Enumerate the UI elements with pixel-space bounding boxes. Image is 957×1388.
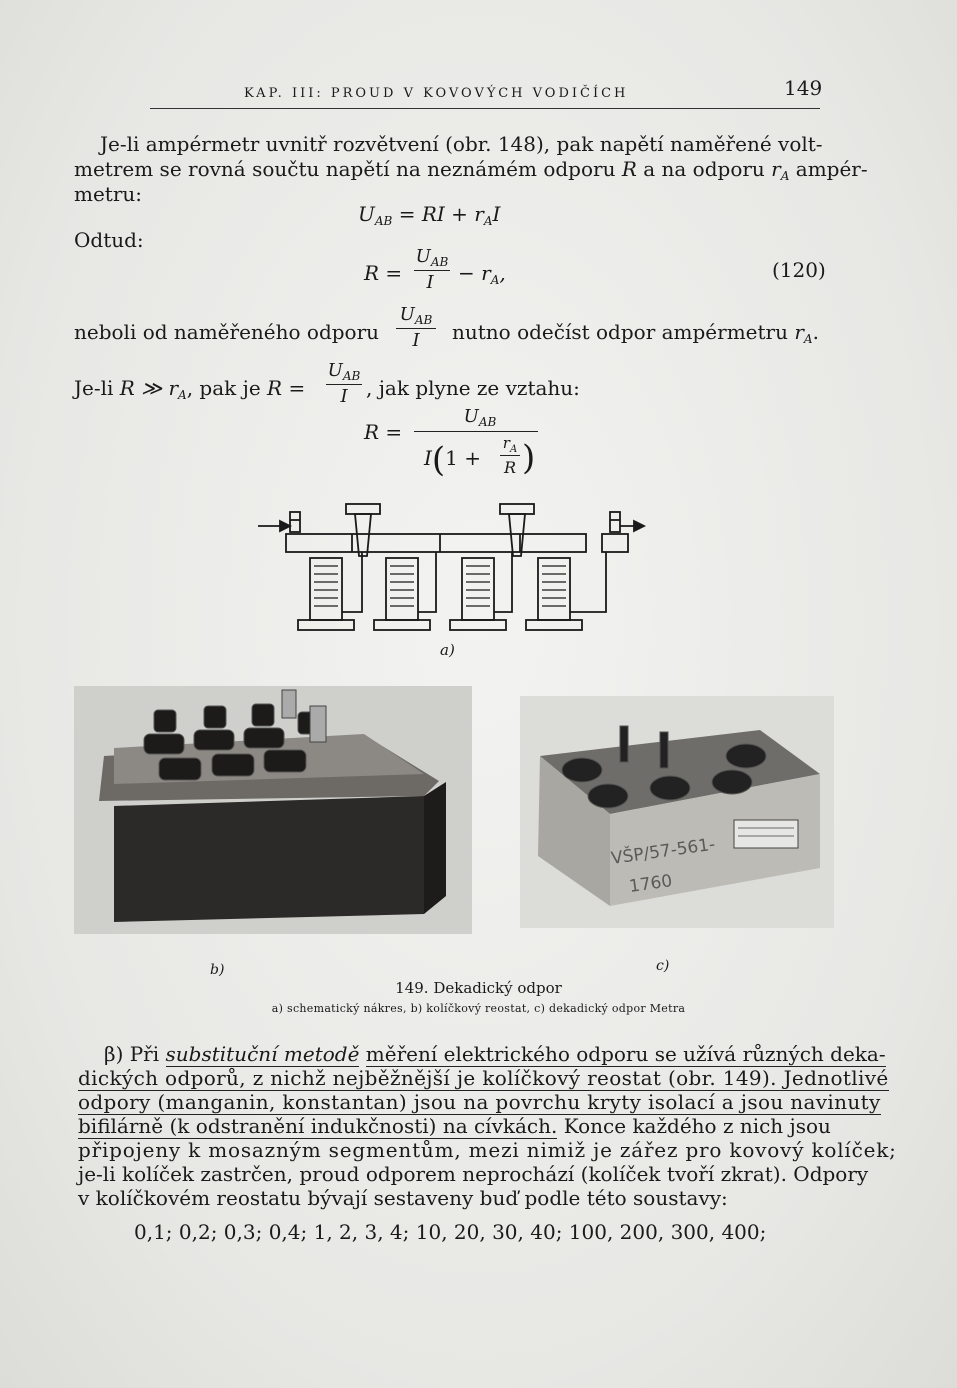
para4-line3: odpory (manganin, konstantan) jsou na povrchu kryty isolací a jsou navinuty	[78, 1090, 881, 1114]
decade-resistor-schematic	[250, 500, 650, 640]
formula3-inner-bar	[500, 455, 520, 456]
formula3-numerator: $U_{AB}$	[463, 406, 497, 429]
formula3-inner-numerator: $r_A$	[502, 434, 518, 455]
para2-denominator: I	[412, 330, 420, 351]
page-number: 149	[784, 76, 823, 100]
para1-line1: Je-li ampérmetr uvnitř rozvětvení (obr. 148), pak napětí naměřené volt-	[100, 132, 823, 156]
metra-decade-image	[520, 696, 834, 928]
para4-line4: bifilárně (k odstranění indukčnosti) na cívkách. Konce každého z nich jsou	[78, 1114, 831, 1138]
formula2-numerator: $U_{AB}$	[415, 246, 449, 269]
formula2-denominator: I	[426, 272, 434, 293]
para3-text-c: , jak plyne ze vztahu:	[366, 376, 580, 400]
odtud-label: Odtud:	[74, 228, 144, 252]
formula2-lhs: R =	[364, 261, 403, 285]
plug-rheostat-image	[74, 686, 472, 934]
para4-line6: je-li kolíček zastrčen, proud odporem neprochází (kolíček tvoří zkrat). Odpory	[78, 1162, 869, 1186]
formula-uab: $U_{AB}$ = RI + $r_AI$	[358, 202, 501, 228]
para3-text-a: Je-li R ≫ $r_A$, pak je R =	[74, 376, 306, 402]
formula3-close-paren: )	[522, 438, 536, 478]
resistor-series: 0,1; 0,2; 0,3; 0,4; 1, 2, 3, 4; 10, 20, 30, 40; 100, 200, 300, 400;	[134, 1220, 767, 1244]
fig-label-a: a)	[440, 641, 455, 659]
para2-fraction-bar	[396, 328, 436, 329]
para2-numerator: $U_{AB}$	[399, 304, 433, 327]
equation-number: (120)	[772, 258, 826, 282]
para2-text-b: nutno odečíst odpor ampérmetru $r_A$.	[452, 320, 819, 346]
formula3-fraction-bar	[414, 431, 538, 432]
para3-denominator: I	[340, 386, 348, 407]
plug-rheostat-photo	[74, 686, 472, 934]
para4-line1: β) Při substituční metodě měření elektrického odporu se užívá různých deka-	[104, 1042, 886, 1066]
header-rule	[150, 108, 820, 109]
figure-caption-title: 149. Dekadický odpor	[395, 979, 562, 997]
formula2-tail: − $r_A$,	[458, 261, 506, 287]
fig-label-b: b)	[210, 962, 225, 978]
para4-line7: v kolíčkovém reostatu bývají sestaveny buď podle této soustavy:	[78, 1186, 728, 1210]
para3-fraction-bar	[326, 384, 362, 385]
para3-numerator: $U_{AB}$	[327, 360, 361, 383]
para4-line2: dických odporů, z nichž nejběžnější je kolíčkový reostat (obr. 149). Jednotlivé	[78, 1066, 889, 1090]
para1-line3: metru:	[74, 182, 143, 206]
formula3-lhs: R =	[364, 420, 403, 444]
para4-line5: připojeny k mosazným segmentům, mezi nimiž je zářez pro kovový kolíček;	[78, 1138, 897, 1162]
photo-c-inscription-2: 1760	[627, 871, 674, 897]
formula3-denominator: I(1 +	[424, 440, 482, 480]
photo-c-inscription-1: VŠP/57-561-	[609, 834, 717, 869]
fig-label-c: c)	[656, 958, 670, 974]
metra-decade-photo	[520, 696, 834, 928]
running-header: KAP. III: PROUD V KOVOVÝCH VODIČÍCH	[244, 86, 629, 101]
para1-line2: metrem se rovná součtu napětí na neznámém odporu R a na odporu $r_A$ ampér-	[74, 157, 868, 183]
formula3-inner-denominator: R	[503, 458, 517, 477]
figure-caption-sub: a) schematický nákres, b) kolíčkový reostat, c) dekadický odpor Metra	[271, 1002, 686, 1015]
formula2-fraction-bar	[414, 270, 450, 271]
para2-text-a: neboli od naměřeného odporu	[74, 320, 380, 344]
